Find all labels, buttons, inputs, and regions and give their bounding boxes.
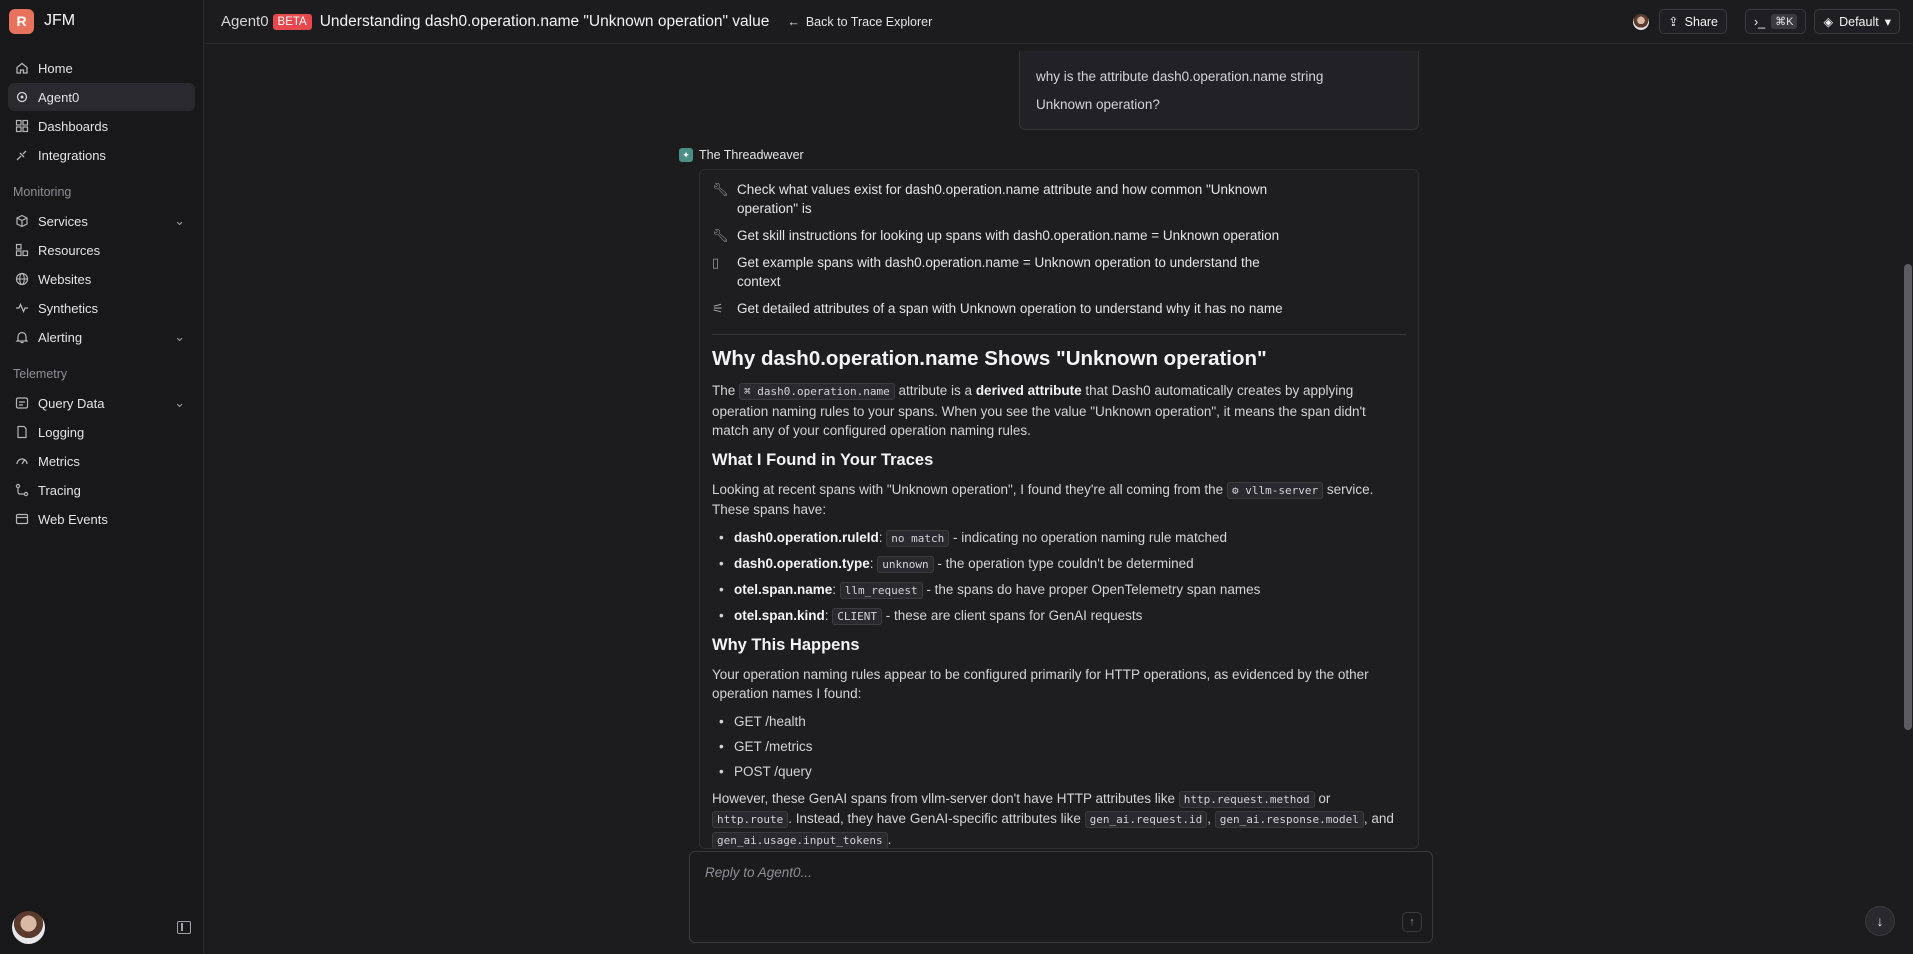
- code-text: vllm-server: [1245, 483, 1319, 497]
- answer-paragraph: Your operation naming rules appear to be configured primarily for HTTP operations, as evidenced by the other operation names I found:: [712, 666, 1369, 701]
- text: .: [887, 831, 892, 847]
- reply-box: [689, 851, 1433, 943]
- binoculars-icon: ⌘: [744, 385, 758, 398]
- user-message-line: why is the attribute dash0.operation.name string: [1036, 69, 1324, 84]
- list-item: • otel.span.kind: CLIENT - these are client spans for GenAI requests: [712, 606, 1406, 626]
- bold-text: derived attribute: [975, 383, 1082, 398]
- sidebar-item-query-data[interactable]: [8, 389, 195, 417]
- org-name: JFM: [44, 12, 76, 29]
- list-item: • POST /query: [712, 762, 1406, 781]
- step-label: Get skill instructions for looking up spans with dash0.operation.name = Unknown operation: [737, 228, 1280, 243]
- arrow-up-icon: ↑: [1409, 916, 1415, 928]
- plug-icon: [14, 148, 29, 163]
- scrollbar[interactable]: [1904, 264, 1912, 730]
- sidebar-item-label: Alerting: [38, 329, 83, 345]
- attr-key: otel.span.name: [734, 581, 833, 597]
- sidebar-item-label: Agent0: [38, 89, 80, 105]
- user-message-line: Unknown operation?: [1036, 97, 1160, 112]
- sidebar-item-tracing[interactable]: [8, 476, 195, 504]
- code-text: gen_ai.response.model: [1215, 811, 1364, 828]
- upload-icon: ⇪: [1668, 15, 1679, 29]
- sidebar: [0, 0, 204, 954]
- collapse-sidebar-icon[interactable]: [177, 921, 191, 934]
- send-button[interactable]: [1402, 912, 1422, 932]
- attr-desc: - these are client spans for GenAI requests: [885, 607, 1143, 623]
- step-label: Get example spans with dash0.operation.name = Unknown operation to understand the context: [737, 255, 1260, 289]
- scroll-to-bottom-button[interactable]: [1865, 906, 1895, 936]
- sidebar-item-label: Metrics: [38, 453, 80, 469]
- agent-display-name: The Threadweaver: [699, 148, 804, 162]
- text: attribute is a: [898, 383, 973, 398]
- back-to-trace-explorer-link[interactable]: [787, 15, 932, 29]
- log-icon: [14, 425, 29, 440]
- sidebar-item-home[interactable]: [8, 54, 195, 82]
- agent-avatar-icon: ✦: [679, 148, 693, 162]
- agent-name: Agent0: [221, 13, 269, 30]
- code-text: http.route: [712, 811, 788, 828]
- service-icon: ⚙: [1231, 483, 1246, 497]
- list-item: • GET /health: [712, 712, 1406, 731]
- text: that Dash0 automatically creates by applying operation naming rules to your spans. When you see the value "Unknown operation", it means the span didn't match any of your configured operation naming rules.: [712, 383, 1366, 438]
- command-palette-button[interactable]: [1745, 9, 1806, 34]
- wrench-icon: 🔧︎: [712, 228, 729, 243]
- attr-desc: - the operation type couldn't be determined: [937, 555, 1194, 571]
- text: service. These spans have:: [712, 481, 1374, 517]
- answer-heading: Why dash0.operation.name Shows "Unknown operation": [712, 347, 1267, 370]
- text: , and: [1363, 811, 1394, 826]
- sidebar-item-label: Home: [38, 60, 73, 76]
- text: However, these GenAI spans from vllm-server don't have HTTP attributes like: [712, 790, 1176, 806]
- brand-logo: R: [9, 9, 34, 34]
- operation-list: [712, 712, 1406, 781]
- chevron-down-icon: ▾: [1884, 15, 1891, 29]
- list-item: • otel.span.name: llm_request - the spans do have proper OpenTelemetry span names: [712, 580, 1406, 600]
- layers-icon: ◈: [1823, 15, 1834, 29]
- attr-key: dash0.operation.ruleId: [734, 529, 879, 545]
- section-telemetry: Telemetry: [13, 367, 68, 381]
- sidebar-item-dashboards[interactable]: [8, 112, 195, 140]
- wand-icon: ⚟: [712, 301, 724, 316]
- sidebar-nav: [0, 42, 203, 533]
- gauge-icon: [14, 454, 29, 469]
- step-label: Check what values exist for dash0.operation.name attribute and how common "Unknown operation" is: [737, 182, 1268, 216]
- sidebar-item-label: Query Data: [38, 395, 105, 411]
- collaborator-avatar: [1633, 14, 1649, 30]
- reply-input[interactable]: [705, 865, 1305, 880]
- section-monitoring: Monitoring: [13, 185, 72, 199]
- grid-icon: [14, 119, 29, 134]
- bell-icon: [14, 330, 29, 345]
- sidebar-item-label: Synthetics: [38, 300, 98, 316]
- sidebar-item-synthetics[interactable]: [8, 294, 195, 322]
- user-message: [1019, 51, 1419, 130]
- top-bar-actions: [1633, 9, 1900, 34]
- code-text: http.request.method: [1179, 791, 1315, 808]
- attr-key: dash0.operation.type: [734, 555, 870, 571]
- sidebar-item-alerting[interactable]: [8, 323, 195, 351]
- list-item: • GET /metrics: [712, 737, 1406, 756]
- attr-value: llm_request: [840, 582, 923, 599]
- sidebar-item-label: Tracing: [38, 482, 81, 498]
- page-title: Understanding dash0.operation.name "Unknown operation" value: [319, 12, 770, 30]
- sidebar-item-resources[interactable]: [8, 236, 195, 264]
- sidebar-item-label: Websites: [38, 271, 92, 287]
- step-label: Get detailed attributes of a span with Unknown operation to understand why it has no name: [737, 301, 1283, 316]
- sidebar-item-web-events[interactable]: [8, 505, 195, 533]
- attr-value: unknown: [877, 556, 933, 573]
- sidebar-item-label: Logging: [38, 424, 85, 440]
- sidebar-item-label: Web Events: [38, 511, 108, 527]
- tool-step[interactable]: [712, 253, 1406, 291]
- agent-response: [699, 169, 1419, 849]
- tool-step[interactable]: [712, 226, 1406, 245]
- section-heading: What I Found in Your Traces: [712, 450, 934, 469]
- attr-key: otel.span.kind: [734, 607, 825, 623]
- query-icon: [14, 396, 29, 411]
- sidebar-item-integrations[interactable]: [8, 141, 195, 169]
- sidebar-item-metrics[interactable]: [8, 447, 195, 475]
- workspace-label: Default: [1839, 14, 1879, 29]
- browser-icon: [14, 512, 29, 527]
- text: . Instead, they have GenAI-specific attributes like: [788, 811, 1081, 826]
- share-label: Share: [1684, 14, 1719, 29]
- shortcut-kbd: ⌘K: [1771, 14, 1797, 29]
- share-button[interactable]: [1659, 9, 1727, 34]
- globe-icon: [14, 272, 29, 287]
- attr-desc: - the spans do have proper OpenTelemetry span names: [926, 581, 1261, 597]
- sidebar-item-label: Dashboards: [38, 118, 109, 134]
- chevron-down-icon[interactable]: ⌄: [174, 395, 185, 410]
- wrench-icon: 🔧︎: [712, 182, 729, 197]
- attribute-list: [712, 528, 1406, 626]
- cube-icon: [14, 214, 29, 229]
- avatar[interactable]: [12, 911, 45, 944]
- sidebar-item-services[interactable]: [8, 207, 195, 235]
- pulse-icon: [14, 301, 29, 316]
- service-chip[interactable]: [1227, 482, 1323, 499]
- terminal-icon: ›_: [1754, 14, 1766, 29]
- agent-icon: [14, 90, 29, 105]
- attr-value: CLIENT: [832, 608, 882, 625]
- main-content: [204, 0, 1913, 954]
- sidebar-item-websites[interactable]: [8, 265, 195, 293]
- chevron-down-icon[interactable]: ⌄: [174, 329, 185, 344]
- tool-step[interactable]: [712, 180, 1406, 218]
- code-text: dash0.operation.name: [757, 385, 890, 398]
- code-text: gen_ai.request.id: [1085, 811, 1208, 828]
- sidebar-footer: [12, 911, 191, 944]
- arrow-down-icon: ↓: [1876, 913, 1884, 929]
- arrow-left-icon: ←: [787, 14, 800, 29]
- answer-paragraph: [712, 480, 1406, 520]
- text: ,: [1207, 811, 1212, 826]
- text: The: [712, 383, 736, 398]
- document-search-icon: ▯: [712, 255, 720, 270]
- sidebar-item-logging[interactable]: [8, 418, 195, 446]
- text: Looking at recent spans with "Unknown operation", I found they're all coming from the: [712, 481, 1224, 497]
- workspace-selector[interactable]: [1814, 9, 1900, 34]
- trace-icon: [14, 483, 29, 498]
- list-item: • dash0.operation.ruleId: no match - indicating no operation naming rule matched: [712, 528, 1406, 548]
- sidebar-item-label: Integrations: [38, 147, 106, 163]
- agent-label: [679, 148, 804, 162]
- list-item: • dash0.operation.type: unknown - the operation type couldn't be determined: [712, 554, 1406, 574]
- tool-steps: [712, 180, 1406, 335]
- text: or: [1318, 790, 1331, 806]
- section-heading: Why This Happens: [712, 635, 860, 654]
- chevron-down-icon[interactable]: ⌄: [174, 213, 185, 228]
- code-text: gen_ai.usage.input_tokens: [712, 832, 888, 849]
- attr-desc: - indicating no operation naming rule matched: [953, 529, 1227, 545]
- top-bar: [204, 0, 1913, 44]
- home-icon: [14, 61, 29, 76]
- sidebar-item-label: Resources: [38, 242, 101, 258]
- answer-paragraph: [712, 789, 1406, 850]
- back-label: Back to Trace Explorer: [805, 14, 933, 29]
- sidebar-item-label: Services: [38, 213, 88, 229]
- attribute-chip[interactable]: [739, 383, 895, 400]
- stack-icon: [14, 243, 29, 258]
- beta-badge: BETA: [273, 14, 312, 30]
- tool-step[interactable]: [712, 299, 1406, 318]
- attr-value: no match: [886, 530, 949, 547]
- answer-paragraph: [712, 381, 1406, 441]
- sidebar-item-agent0[interactable]: [8, 83, 195, 111]
- org-switcher[interactable]: [0, 0, 203, 42]
